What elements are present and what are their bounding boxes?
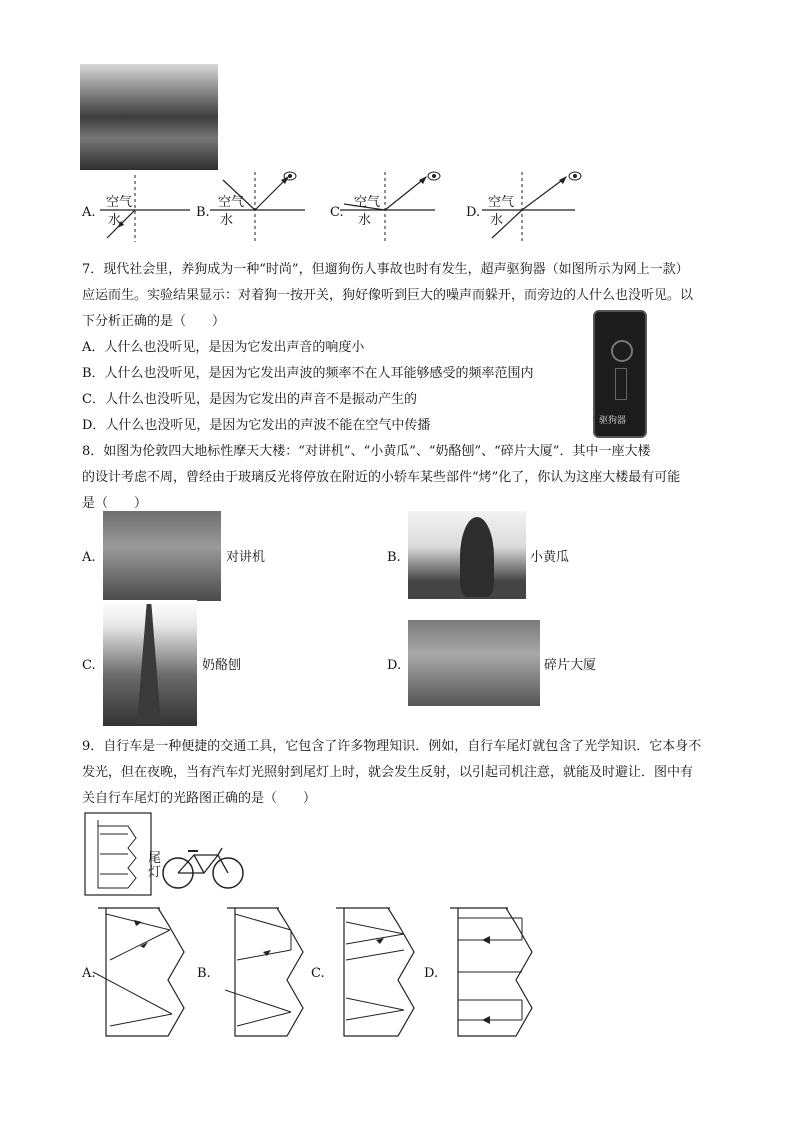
q7-stem-2: 应运而生。实验结果显示：对着狗一按开关，狗好像听到巨大的噪声而躲开，而旁边的人什么也没听见。以 [82,288,694,303]
q6-option-a[interactable]: A. [82,205,96,220]
q6-option-b[interactable]: B. [196,205,210,220]
q6-option-c[interactable]: C. [330,205,344,220]
q8-name-d: 碎片大厦 [544,658,597,673]
q7-stem-1: 7．现代社会里，养狗成为一种“时尚”，但遛狗伤人事故也时有发生，超声驱狗器（如图所示为网上一款） [82,262,689,277]
q7-option-b[interactable]: B．人什么也没听见，是因为它发出声波的频率不在人耳能够感受的频率范围内 [82,366,534,381]
walkie-talkie-building-photo [103,511,221,601]
q8-option-b[interactable]: B. [387,550,401,565]
q9-diagram-c [320,900,430,1040]
tail-light-figure [84,812,154,898]
q6a-air: 空气 [106,195,133,210]
q6d-water: 水 [490,213,504,228]
q9-diagram-b [205,900,315,1040]
tail-light-label: 尾灯 [148,851,162,880]
q9-stem-3: 关自行车尾灯的光路图正确的是（ ） [82,791,317,806]
bicycle-icon [160,845,248,891]
q9-option-d[interactable]: D. [424,966,439,981]
q8-stem-1: 8．如图为伦敦四大地标性摩天大楼：“对讲机”、“小黄瓜”、“奶酪刨”、“碎片大厦”．其中一座大楼 [82,444,651,459]
eye-icon [568,170,582,182]
q9-option-b[interactable]: B. [197,966,211,981]
pavilion-photo [80,64,218,170]
q8-stem-2: 的设计考虑不周，曾经由于玻璃反光将停放在附近的小轿车某些部件“烤”化了，你认为这座大楼最有可能 [82,470,681,485]
q7-stem-3: 下分析正确的是（ ） [82,314,226,329]
q8-name-c: 奶酪刨 [202,658,242,673]
q8-option-c[interactable]: C. [82,658,96,673]
q6-diagram-c [330,170,440,245]
q8-stem-3: 是（ ） [82,496,148,511]
q6b-air: 空气 [218,195,245,210]
q9-option-c[interactable]: C. [311,966,325,981]
q6b-water: 水 [220,213,234,228]
q6c-water: 水 [358,213,372,228]
q6d-air: 空气 [488,195,515,210]
shard-building-photo [408,620,540,706]
cheesegrater-building-photo [103,600,197,726]
q6a-water: 水 [108,213,122,228]
q9-diagram-a [88,900,198,1040]
q8-name-a: 对讲机 [226,550,266,565]
q7-option-c[interactable]: C．人什么也没听见，是因为它发出的声音不是振动产生的 [82,392,417,407]
device-label: 驱狗器 [599,416,627,426]
q8-name-b: 小黄瓜 [530,550,570,565]
q6-option-d[interactable]: D. [466,205,481,220]
gherkin-building-photo [408,511,526,599]
q9-option-a[interactable]: A. [82,966,96,981]
q6c-air: 空气 [354,195,381,210]
q6-diagram-d [470,170,580,245]
dog-repeller-image [593,310,647,438]
q7-option-d[interactable]: D．人什么也没听见，是因为它发出的声波不能在空气中传播 [82,418,431,433]
q8-option-d[interactable]: D. [387,658,402,673]
q7-option-a[interactable]: A．人什么也没听见，是因为它发出声音的响度小 [82,340,365,355]
eye-icon [427,170,441,182]
q8-option-a[interactable]: A. [82,550,96,565]
eye-icon [283,170,297,182]
q9-stem-2: 发光，但在夜晚，当有汽车灯光照射到尾灯上时，就会发生反射，以引起司机注意，就能及时避让．图中有 [82,765,694,780]
q9-diagram-d [430,900,545,1040]
q9-stem-1: 9．自行车是一种便捷的交通工具，它包含了许多物理知识．例如，自行车尾灯就包含了光学知识．它本身不 [82,739,702,754]
